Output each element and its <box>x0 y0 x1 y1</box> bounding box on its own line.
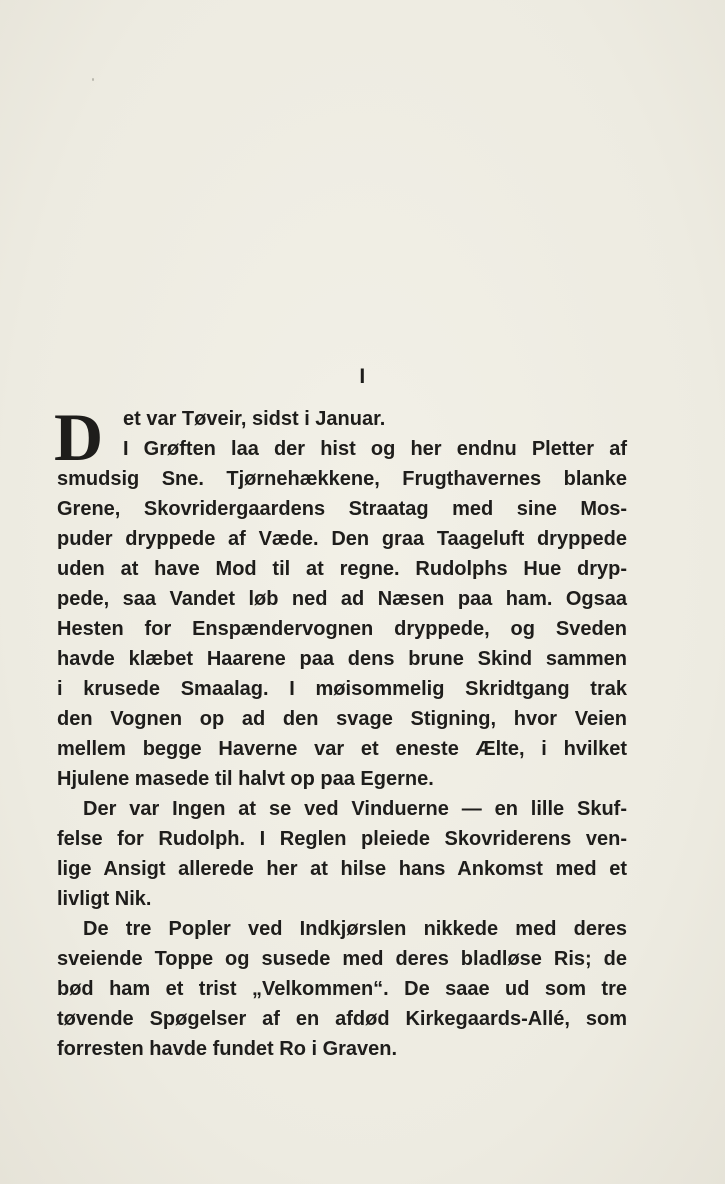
text-line: De tre Popler ved Indkjørslen nikkede med deres <box>83 918 627 940</box>
text-line: tøvende Spøgelser af en afdød Kirkegaards-Allé, som <box>57 1008 627 1030</box>
drop-cap: D <box>54 399 104 475</box>
chapter-text <box>54 399 627 1064</box>
text-line: Hesten for Enspændervognen dryppede, og Sveden <box>57 618 627 640</box>
text-line: et var Tøveir, sidst i Januar. <box>123 408 386 430</box>
text-line: livligt Nik. <box>57 888 152 910</box>
text-line: lige Ansigt allerede her at hilse hans Ankomst med et <box>57 858 627 880</box>
text-line: smudsig Sne. Tjørnehækkene, Frugthavernes blanke <box>57 468 627 490</box>
text-line: felse for Rudolph. I Reglen pleiede Skovriderens ven- <box>57 828 627 850</box>
text-line: mellem begge Haverne var et eneste Ælte, i hvilket <box>57 738 627 760</box>
chapter-number: I <box>359 365 366 388</box>
text-line: puder dryppede af Væde. Den graa Taageluft dryppede <box>57 528 627 550</box>
text-line: uden at have Mod til at regne. Rudolphs Hue dryp- <box>57 558 627 580</box>
text-line: Hjulene masede til halvt op paa Egerne. <box>57 768 434 790</box>
text-line: havde klæbet Haarene paa dens brune Skind sammen <box>57 648 627 670</box>
text-line: Grene, Skovridergaardens Straatag med sine Mos- <box>57 498 627 520</box>
text-line: den Vognen op ad den svage Stigning, hvor Veien <box>57 708 627 730</box>
text-line: i krusede Smaalag. I møisommelig Skridtgang trak <box>57 678 627 700</box>
paper-speck <box>92 78 94 81</box>
text-line: pede, saa Vandet løb ned ad Næsen paa ham. Ogsaa <box>57 588 627 610</box>
text-line: I Grøften laa der hist og her endnu Pletter af <box>123 438 627 460</box>
text-line: sveiende Toppe og susede med deres bladløse Ris; de <box>57 948 627 970</box>
text-line: forresten havde fundet Ro i Graven. <box>57 1038 398 1060</box>
text-line: bød ham et trist „Velkommen“. De saae ud som tre <box>57 978 627 1000</box>
text-line: Der var Ingen at se ved Vinduerne — en lille Skuf- <box>83 798 627 820</box>
